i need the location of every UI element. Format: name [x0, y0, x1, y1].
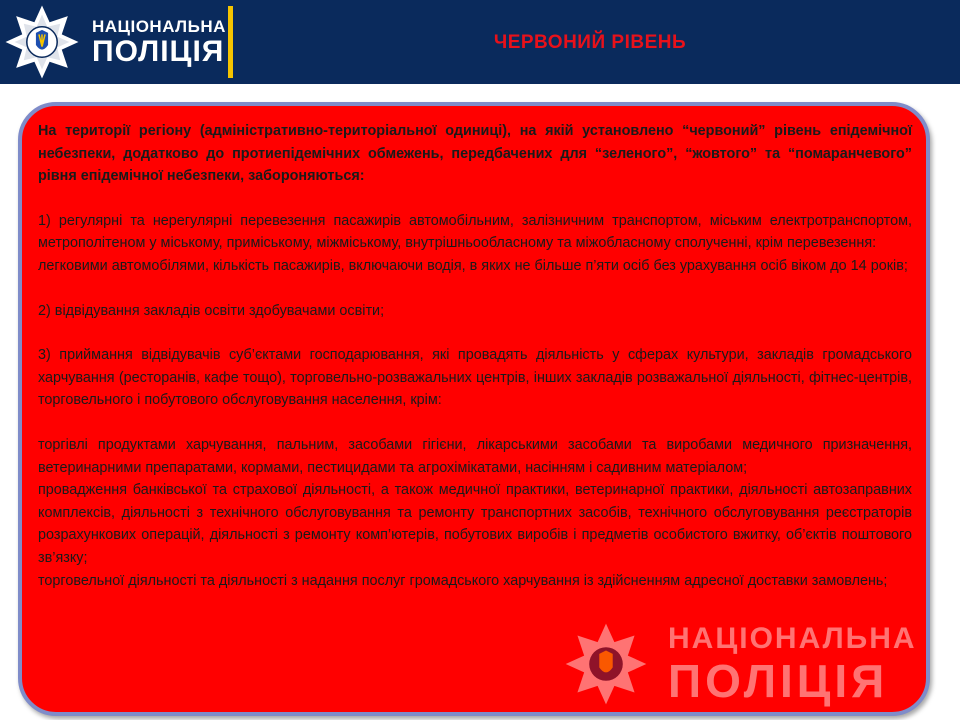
- restrictions-text: [38, 120, 912, 592]
- watermark-line-1: НАЦІОНАЛЬНА: [668, 622, 917, 655]
- restriction-item-3-exception-3: торговельної діяльності та діяльності з надання послуг громадського харчування із здійсненням адресної доставки замовлень;: [38, 572, 888, 589]
- intro-paragraph: На території регіону (адміністративно-територіальної одиниці), на якій установлено “червоний” рівень епідемічної небезпеки, додатково до протиепідемічних обмежень, передбачених для “зеленого”, “жовтого” та “помаранчевого” рівня епідемічної небезпеки, забороняються:: [38, 123, 912, 185]
- logo-line-1: НАЦІОНАЛЬНА: [92, 17, 226, 36]
- restriction-item-3-exception-1: торгівлі продуктами харчування, пальним, засобами гігієни, лікарськими засобами та виробами медичного призначення, ветеринарними препаратами, кормами, пестицидами та агрохімікатами, насінням і садивним матеріалом;: [38, 436, 912, 476]
- watermark-line-2: ПОЛІЦІЯ: [668, 655, 889, 707]
- logo-divider: [228, 6, 233, 78]
- restriction-item-3-exception-2: провадження банківської та страхової діяльності, а також медичної практики, ветеринарної практики, діяльності автозаправних комплексів, діяльності з технічного обслуговування та ремонту транспортних засобів, технічного обслуговування реєстраторів розрахункових операцій, діяльності з ремонту комп’ютерів, побутових виробів і предметів особистого вжитку, об’єктів поштового зв’язку;: [38, 482, 912, 566]
- page-title: ЧЕРВОНИЙ РІВЕНЬ: [493, 32, 687, 53]
- restriction-item-2: 2) відвідування закладів освіти здобувачами освіти;: [38, 302, 385, 319]
- restriction-item-1: 1) регулярні та нерегулярні перевезення пасажирів автомобільним, залізничним транспортом, міським електротранспортом, метрополітеном у міському, приміському, міжміському, внутрішньообласному та міжобласному сполученні, крім перевезення:: [38, 212, 912, 252]
- restriction-item-1-exception: легковими автомобілями, кількість пасажирів, включаючи водія, в яких не більше п’яти осіб без урахування осіб віком до 14 років;: [38, 257, 908, 274]
- logo-wordmark: [92, 18, 226, 67]
- header-bar: [0, 0, 960, 84]
- police-star-logo-icon: [4, 4, 80, 80]
- red-level-panel: [18, 102, 930, 716]
- restriction-item-3: 3) приймання відвідувачів суб’єктами господарювання, які провадять діяльність у сферах культури, закладів громадського харчування (ресторанів, кафе тощо), торговельно-розважальних центрів, інших закладів розважальної діяльності, фітнес-центрів, торговельного і побутового обслуговування населення, крім:: [38, 347, 912, 409]
- logo-line-2: ПОЛІЦІЯ: [92, 35, 225, 68]
